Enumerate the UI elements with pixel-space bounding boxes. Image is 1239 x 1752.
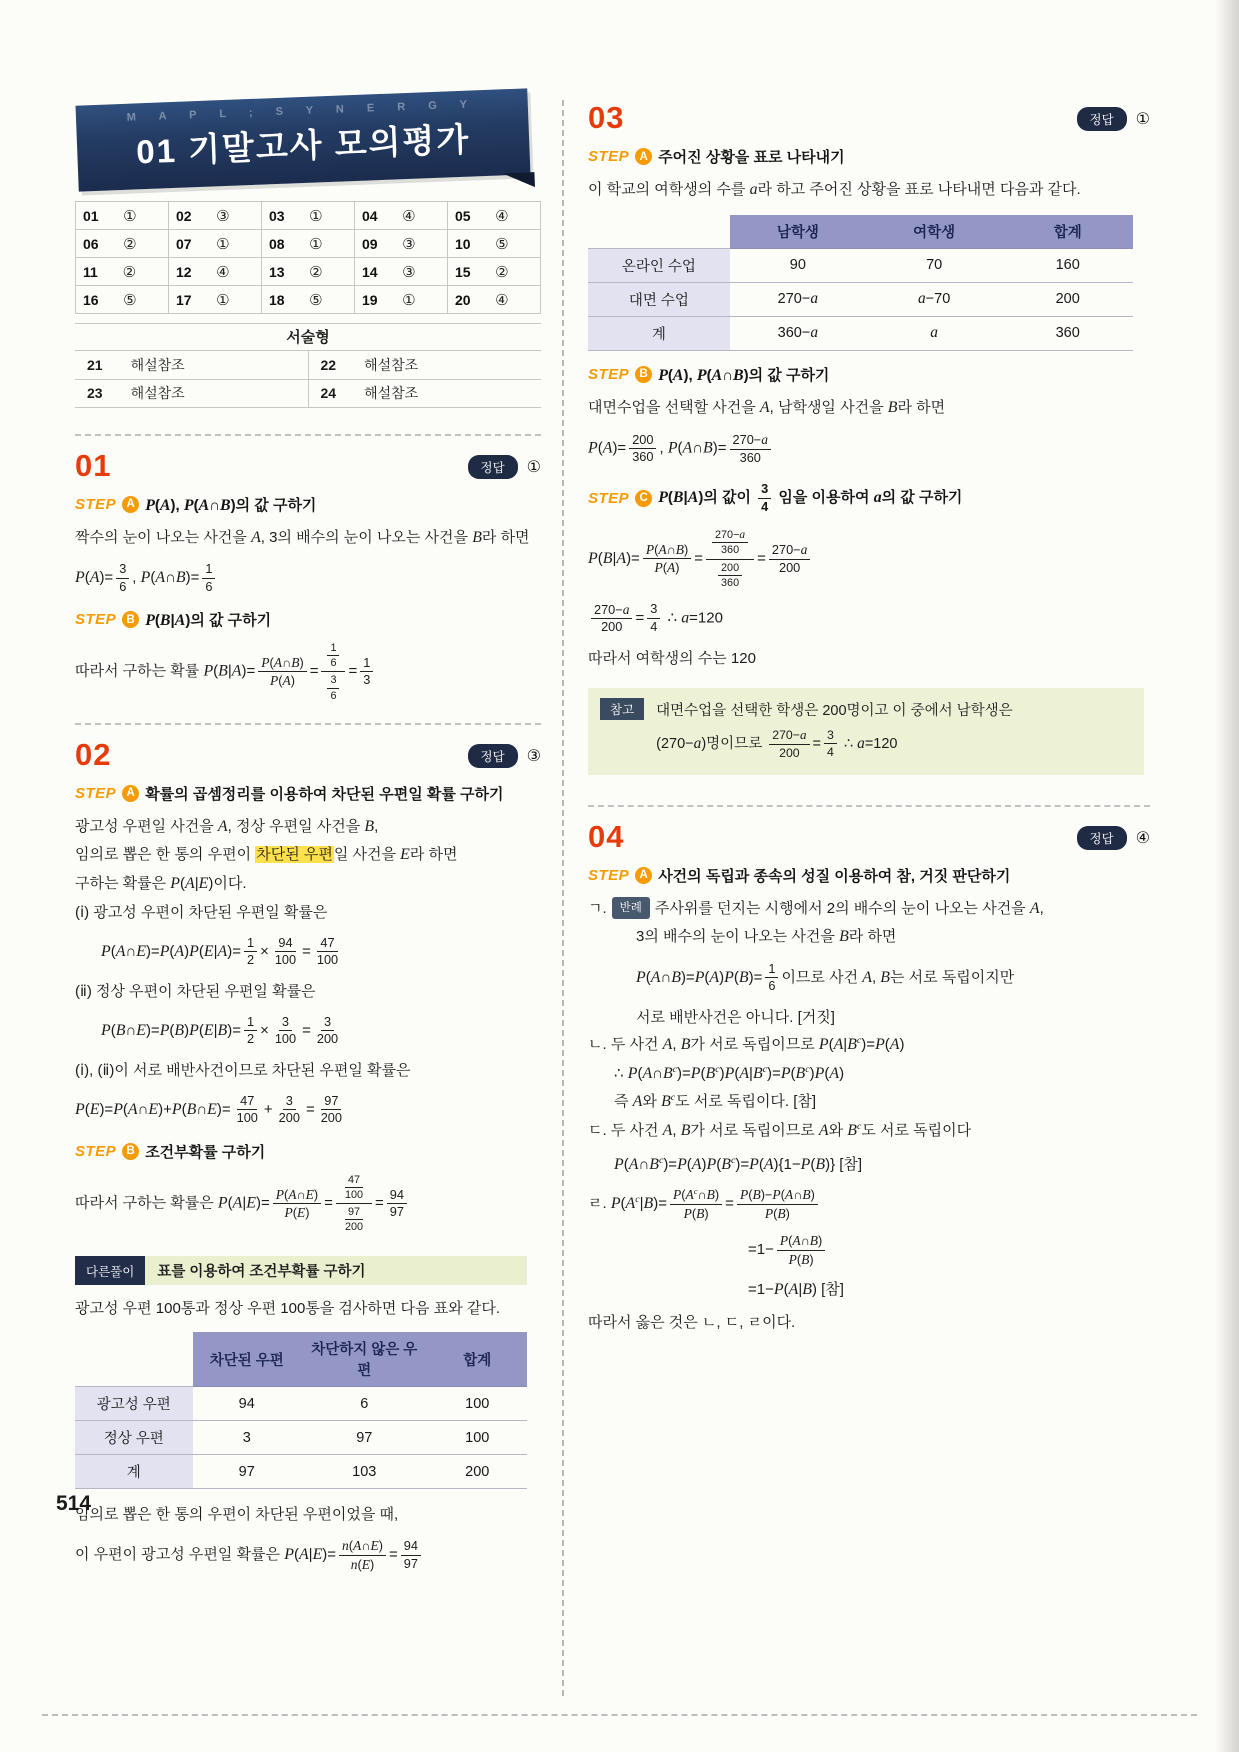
step-word: STEP (75, 611, 117, 629)
solution-line: (ⅱ) 정상 우편이 차단된 우편일 확률은 (75, 982, 316, 1000)
answer-row (76, 230, 541, 258)
corner-cell (588, 215, 730, 249)
table-cell: 100 (428, 1421, 527, 1455)
problem-number: 02 (75, 736, 112, 772)
column-divider (562, 100, 564, 1696)
note-line: (270−a)명이므로 $\frac{270-a}{200}$ = $\frac{3}{4}$ ∴ a=120 (656, 726, 898, 760)
question-number: 04 (362, 207, 378, 224)
answer-mark: ⑤ (495, 235, 509, 253)
step-letter-icon: B (122, 1143, 139, 1160)
students-table (588, 215, 1133, 351)
essay-cell (75, 351, 308, 379)
solution-line: 3의 배수의 눈이 나오는 사건을 B라 하면 (636, 928, 897, 946)
row-label: 온라인 수업 (588, 248, 730, 282)
answer-cell (355, 202, 448, 230)
table-cell: 90 (730, 248, 866, 282)
solution-line: 임의로 뽑은 한 통의 우편이 차단된 우편일 사건을 E라 하면 (75, 846, 458, 864)
step-title: P(A), P(A∩B)의 값 구하기 (145, 496, 317, 514)
answer-mark: ② (122, 263, 137, 281)
table-row (588, 282, 1133, 316)
problem-01 (75, 434, 541, 705)
answer-cell (355, 230, 448, 258)
solution-line: 짝수의 눈이 나오는 사건을 A, 3의 배수의 눈이 나오는 사건을 B라 하면 (75, 528, 530, 546)
question-number: 06 (83, 235, 99, 252)
math-line: ㄹ. $P(A^c|B)=$ $\frac{P(A^c\cap B)}{P(B)}$ = $\frac{P(B)-P(A\cap B)}{P(B)}$ (588, 1185, 1150, 1223)
row-label: 계 (75, 1455, 193, 1489)
page-edge-shadow (1215, 0, 1239, 1752)
step-c (588, 480, 1150, 516)
answer-cell (169, 230, 262, 258)
table-cell: 103 (301, 1455, 428, 1489)
step-title: 사건의 독립과 종속의 성질 이용하여 참, 거짓 판단하기 (658, 867, 1011, 885)
column-header: 여학생 (866, 215, 1002, 249)
problem-header (588, 818, 1150, 854)
solution-line: ㄴ. 두 사건 A, B가 서로 독립이므로 $P(A|B^c)=P(A)$ (588, 1034, 905, 1053)
alt-solution-badge: 다른풀이 (75, 1256, 145, 1285)
question-number: 17 (176, 291, 192, 308)
math-line: P(A∩E)=P(A)P(E|A)= $\frac{1}{2}$ × $\frac{94}{100}$ = $\frac{47}{100}$ (101, 934, 339, 968)
answer-badge (468, 744, 542, 768)
table-cell: 360−a (730, 316, 866, 350)
solution-line: 대면수업을 선택할 사건을 A, 남학생일 사건을 B라 하면 (588, 398, 946, 416)
bottom-dashed-rule (42, 1714, 1197, 1716)
answer-cell (76, 202, 169, 230)
answer-mark: ① (1135, 111, 1150, 128)
answer-cell (76, 286, 169, 314)
solution-line: 따라서 옳은 것은 ㄴ, ㄷ, ㄹ이다. (588, 1314, 796, 1332)
step-a (588, 146, 1150, 167)
essay-cell (75, 379, 308, 407)
answer-mark: ④ (495, 207, 509, 225)
answer-row (76, 258, 541, 286)
question-number: 21 (87, 356, 103, 373)
table-cell: 360 (1002, 316, 1133, 350)
answer-mark: ③ (402, 263, 416, 281)
solution-line: 광고성 우편일 사건을 A, 정상 우편일 사건을 B, (75, 817, 379, 835)
table-cell: 100 (428, 1387, 527, 1421)
brand-text: M A P L ; S Y N E R G Y (126, 98, 478, 124)
question-number: 05 (455, 207, 471, 224)
chapter-title: 01 기말고사 모의평가 (135, 120, 471, 171)
question-number: 16 (83, 291, 99, 308)
row-label: 광고성 우편 (75, 1387, 193, 1421)
table-cell: 70 (866, 248, 1002, 282)
step-word: STEP (75, 784, 117, 802)
answer-row (76, 202, 541, 230)
table-row (75, 1455, 527, 1489)
step-title: 확률의 곱셈정리를 이용하여 차단된 우편일 확률 구하기 (145, 785, 504, 803)
solution-line: 서로 배반사건은 아니다. [거짓] (636, 1008, 835, 1026)
answer-cell (355, 286, 448, 314)
table-row (75, 1421, 527, 1455)
answer-mark: ④ (216, 263, 230, 281)
table-cell: 97 (193, 1455, 301, 1489)
question-number: 03 (269, 207, 285, 224)
step-b (75, 609, 541, 630)
question-number: 08 (269, 235, 285, 252)
answer-mark: ④ (1135, 829, 1150, 847)
left-column (75, 95, 541, 1582)
corner-cell (75, 1332, 193, 1387)
problem-header (588, 102, 1150, 133)
answer-mark: ① (216, 235, 230, 253)
math-line: P(A)= $\frac{200}{360}$ , P(A∩B)= $\frac{270-a}{360}$ (588, 430, 1150, 467)
step-word: STEP (588, 365, 630, 383)
solution-line: 즉 A와 $B^c$도 서로 독립이다. [참] (614, 1092, 817, 1111)
note-body (656, 698, 1013, 765)
question-number: 02 (176, 207, 192, 224)
step-word: STEP (588, 489, 630, 507)
table-cell: 200 (428, 1455, 527, 1489)
math-line: 따라서 구하는 확률은 P(A|E)= $\frac{P(A\cap E)}{P(E)}$ = $\frac{\frac{47}{100}}{\frac{97}{200}}$ = $\frac{94}{97}$ (75, 1171, 541, 1236)
step-word: STEP (75, 1142, 117, 1160)
answer-cell (76, 258, 169, 286)
answer-cell (448, 286, 541, 314)
step-b (588, 364, 1150, 385)
problem-number: 03 (588, 100, 625, 135)
table-cell: a (866, 316, 1002, 350)
right-column (588, 102, 1150, 1336)
answer-cell (262, 286, 355, 314)
answer-mark: ② (309, 263, 323, 281)
answer-cell (262, 258, 355, 286)
essay-row (75, 351, 541, 379)
answer-cell (448, 202, 541, 230)
answer-badge (1077, 826, 1151, 850)
answer-grid (75, 201, 541, 314)
step-word: STEP (588, 866, 630, 884)
answer-mark: ③ (526, 747, 541, 765)
solution-line: 광고성 우편 100통과 정상 우편 100통을 검사하면 다음 표와 같다. (75, 1300, 501, 1318)
step-word: STEP (75, 495, 117, 513)
column-header: 합계 (1002, 215, 1133, 249)
row-label: 계 (588, 316, 730, 350)
step-title: P(B|A)의 값이 $\frac{3}{4}$ 임을 이용하여 a의 값 구하기 (658, 481, 963, 514)
solution-line: (ⅰ) 광고성 우편이 차단된 우편일 확률은 (75, 903, 328, 921)
math-line: 이 우편이 광고성 우편일 확률은 P(A|E)= $\frac{n(A\cap E)}{n(E)}$ = $\frac{94}{97}$ (75, 1536, 541, 1574)
math-line: =1− $\frac{P(A\cap B)}{P(B)}$ (588, 1231, 1150, 1269)
solution-line: (ⅰ), (ⅱ)이 서로 배반사건이므로 차단된 우편일 확률은 (75, 1061, 411, 1079)
problem-number: 01 (75, 447, 112, 483)
row-label: 정상 우편 (75, 1421, 193, 1455)
solution-line: ∴ $P(A\cap B^c)=P(B^c)P(A|B^c)=P(B^c)P(A)$ (614, 1063, 845, 1082)
alt-solution-header (75, 1256, 527, 1285)
math-line: P(A∩B)=P(A)P(B)= $\frac{1}{6}$ 이므로 사건 A, B는 서로 독립이지만 (636, 960, 1015, 994)
step-word: STEP (588, 148, 630, 165)
alt-solution-title: 표를 이용하여 조건부확률 구하기 (145, 1256, 527, 1285)
column-header: 차단하지 않은 우편 (301, 1332, 428, 1387)
math-line: 따라서 구하는 확률 P(B|A)= $\frac{P(A\cap B)}{P(A)}$ = $\frac{\frac{1}{6}}{\frac{3}{6}}$ = $\frac{1}{3}$ (75, 639, 541, 704)
math-line: $\frac{270-a}{200}$ = $\frac{3}{4}$ ∴ a=120 (588, 600, 1150, 637)
answer-mark: ② (123, 235, 137, 253)
answer-badge (468, 455, 542, 479)
table-header-row (75, 1332, 527, 1387)
table-header-row (588, 215, 1133, 249)
problem-03 (588, 102, 1150, 775)
essay-cell (308, 379, 541, 407)
math-line: $P(A\cap B^c)=P(A)P(B^c)=P(A)\{1-P(B)\}$ [참] (614, 1155, 863, 1174)
step-letter-icon: A (635, 867, 652, 884)
answer-pill: 정답 (468, 455, 518, 479)
mail-table (75, 1332, 527, 1489)
essay-answer: 해설참조 (130, 356, 185, 373)
answer-mark: ④ (495, 291, 509, 309)
essay-answer: 해설참조 (130, 385, 185, 401)
solution-line: 임의로 뽑은 한 통의 우편이 차단된 우편이었을 때, (75, 1506, 399, 1524)
answer-row (76, 286, 541, 314)
essay-section-header: 서술형 (75, 323, 541, 351)
math-line: P(A)= $\frac{3}{6}$ , P(A∩B)= $\frac{1}{6}$ (75, 560, 541, 596)
solution-line: ㄷ. 두 사건 A, B가 서로 독립이므로 A와 $B^c$도 서로 독립이다 (588, 1120, 972, 1139)
problem-number: 04 (588, 818, 625, 854)
step-title: P(B|A)의 값 구하기 (145, 612, 272, 630)
problem-header (75, 736, 541, 772)
answer-mark: ① (526, 458, 541, 476)
answer-mark: ③ (402, 235, 416, 253)
answer-badge (1077, 107, 1151, 131)
answer-mark: ④ (402, 207, 416, 225)
column-header: 차단된 우편 (193, 1332, 301, 1387)
answer-mark: ② (495, 263, 509, 281)
table-cell: 160 (1002, 248, 1133, 282)
problem-header (75, 447, 541, 483)
chapter-banner (76, 88, 531, 191)
step-letter-icon: B (122, 611, 139, 628)
answer-mark: ⑤ (309, 291, 323, 309)
question-number: 13 (269, 263, 285, 280)
question-number: 01 (83, 207, 99, 224)
question-number: 09 (362, 235, 378, 252)
step-a (75, 783, 541, 804)
step-letter-icon: B (635, 366, 652, 383)
answer-pill: 정답 (1077, 107, 1127, 131)
page-number: 514 (56, 1492, 92, 1515)
solution-line: 구하는 확률은 P(A|E)이다. (75, 874, 247, 892)
essay-answer-grid (75, 351, 541, 408)
math-line: P(B∩E)=P(B)P(E|B)= $\frac{1}{2}$ × $\frac{3}{100}$ = $\frac{3}{200}$ (101, 1013, 339, 1047)
answer-mark: ⑤ (123, 291, 137, 309)
question-number: 18 (269, 291, 285, 308)
question-number: 24 (320, 385, 337, 401)
answer-mark: ① (216, 291, 230, 309)
table-cell: 200 (1002, 282, 1133, 316)
step-title: 주어진 상황을 표로 나타내기 (658, 149, 845, 166)
question-number: 22 (320, 356, 337, 373)
question-number: 23 (87, 385, 103, 401)
question-number: 11 (83, 263, 98, 280)
math-line: P(B|A)= $\frac{P(A\cap B)}{P(A)}$ = $\frac{\frac{270-a}{360}}{\frac{200}{360}}$ = $\frac{270-a}{200}$ (588, 526, 1150, 592)
table-row (75, 1387, 527, 1421)
step-a (588, 865, 1150, 886)
answer-cell (355, 258, 448, 286)
solution-line: 이 학교의 여학생의 수를 a라 하고 주어진 상황을 표로 나타내면 다음과 같다. (588, 181, 1081, 198)
answer-cell (262, 202, 355, 230)
table-cell: 3 (193, 1421, 301, 1455)
column-header: 합계 (428, 1332, 527, 1387)
question-number: 19 (362, 291, 378, 308)
answer-cell (169, 202, 262, 230)
answer-pill: 정답 (1077, 826, 1127, 850)
question-number: 20 (455, 291, 471, 308)
row-label: 대면 수업 (588, 282, 730, 316)
answer-cell (169, 286, 262, 314)
answer-cell (76, 230, 169, 258)
counterexample-badge: 반례 (612, 897, 650, 920)
question-number: 12 (176, 263, 192, 280)
step-title: 조건부확률 구하기 (145, 1143, 266, 1161)
step-letter-icon: A (122, 496, 139, 513)
solution-line: 따라서 여학생의 수는 120 (588, 649, 756, 667)
question-number: 14 (362, 263, 378, 280)
table-cell: 97 (301, 1421, 428, 1455)
step-letter-icon: A (635, 148, 652, 165)
answer-mark: ① (309, 207, 323, 225)
answer-mark: ① (123, 207, 137, 225)
answer-mark: ① (402, 291, 416, 309)
step-letter-icon: A (122, 785, 139, 802)
note-badge: 참고 (600, 698, 644, 720)
question-number: 15 (455, 263, 471, 280)
essay-row (75, 379, 541, 407)
answer-cell (262, 230, 355, 258)
table-cell: 94 (193, 1387, 301, 1421)
table-row (588, 316, 1133, 350)
step-letter-icon: C (635, 490, 652, 507)
note-line: 대면수업을 선택한 학생은 200명이고 이 중에서 남학생은 (656, 702, 1013, 719)
math-line: P(E)=P(A∩E)+P(B∩E)= $\frac{47}{100}$ + $\frac{3}{200}$ = $\frac{97}{200}$ (75, 1092, 342, 1126)
answer-cell (169, 258, 262, 286)
step-title: P(A), P(A∩B)의 값 구하기 (658, 366, 830, 384)
step-a (75, 494, 541, 515)
solution-text: 주사위를 던지는 시행에서 2의 배수의 눈이 나오는 사건을 A, (654, 899, 1044, 917)
essay-answer: 해설참조 (364, 356, 419, 373)
essay-cell (308, 351, 541, 379)
answer-cell (448, 230, 541, 258)
column-header: 남학생 (730, 215, 866, 249)
answer-cell (448, 258, 541, 286)
problem-04 (588, 805, 1150, 1337)
answer-mark: ① (309, 235, 323, 253)
math-line: =1−P(A|B) [참] (748, 1280, 844, 1298)
solution-line (588, 895, 1150, 924)
question-number: 07 (176, 235, 192, 252)
step-b (75, 1141, 541, 1162)
problem-02 (75, 723, 541, 1575)
answer-mark: ③ (216, 207, 230, 225)
table-cell: 6 (301, 1387, 428, 1421)
reference-note-box (588, 688, 1144, 775)
essay-answer: 해설참조 (364, 385, 419, 401)
question-number: 10 (455, 235, 471, 252)
item-label: ㄱ. (588, 899, 607, 917)
table-cell: a−70 (866, 282, 1002, 316)
table-row (588, 248, 1133, 282)
table-cell: 270−a (730, 282, 866, 316)
answer-pill: 정답 (468, 744, 518, 768)
